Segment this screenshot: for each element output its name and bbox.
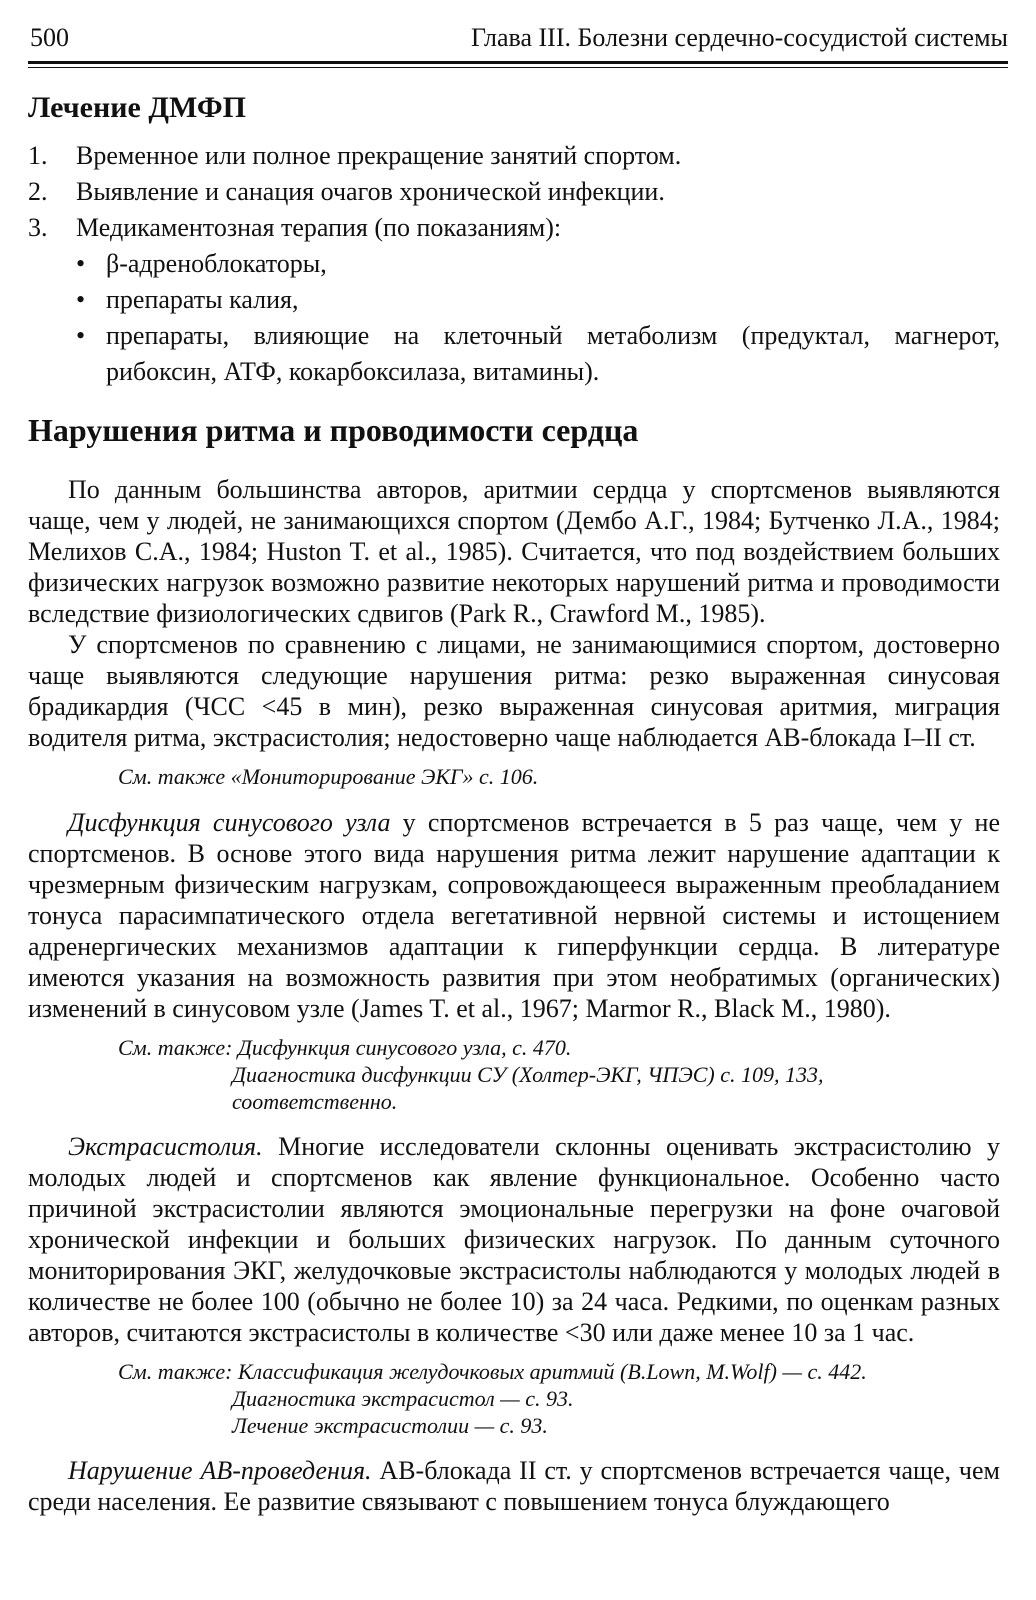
bullet-icon: • <box>76 285 86 314</box>
header-rule-thin <box>28 67 1008 68</box>
treatment-step <box>28 174 1000 210</box>
see-also-line: См. также: Классификация желудочковых аритмий (B.Lown, M.Wolf) — с. 442. <box>118 1359 867 1384</box>
see-also-line: Диагностика экстрасистол — с. 93. <box>232 1386 574 1411</box>
paragraph-extrasystole <box>28 1131 1000 1348</box>
medication-text: препараты, влияющие на клеточный метаболизм (предуктал, магнерот, рибоксин, АТФ, кокарбоксилаза, витамины). <box>106 321 1000 386</box>
step-text: Выявление и санация очагов хронической инфекции. <box>76 177 665 206</box>
step-text: Медикаментозная терапия (по показаниям): <box>76 213 562 242</box>
header-rule-thick <box>28 61 1008 64</box>
running-header <box>28 18 1008 58</box>
bullet-icon: • <box>76 249 86 278</box>
medication-text: β-адреноблокаторы, <box>106 249 327 278</box>
bullet-icon: • <box>76 321 86 350</box>
spacer <box>28 791 1000 807</box>
see-also-ecg: См. также «Мониторирование ЭКГ» с. 106. <box>118 764 539 789</box>
see-also-extrasystole <box>28 1358 1000 1439</box>
treatment-steps <box>28 138 1000 390</box>
spacer <box>28 1439 1000 1455</box>
page-content <box>28 88 1000 1517</box>
term-extrasystole: Экстрасистолия. <box>68 1132 263 1161</box>
see-also-line: Лечение экстрасистолии — с. 93. <box>232 1413 548 1438</box>
medication-text: препараты калия, <box>106 285 299 314</box>
medication-list <box>76 246 1000 390</box>
step-text: Временное или полное прекращение занятий спортом. <box>76 141 682 170</box>
term-av-conduction: Нарушение АВ-проведения. <box>68 1456 372 1485</box>
paragraph-av-block <box>28 1455 1000 1517</box>
step-number: 1. <box>28 141 48 170</box>
page-number: 500 <box>30 23 69 52</box>
see-also-line: См. также: Дисфункция синусового узла, с. 470. <box>118 1035 572 1060</box>
step-number: 3. <box>28 213 48 242</box>
spacer <box>28 1115 1000 1131</box>
medication-item <box>76 282 1000 318</box>
chapter-title: Глава III. Болезни сердечно-сосудистой системы <box>470 23 1008 52</box>
see-also-sinus-node <box>28 1034 1000 1115</box>
treatment-step <box>28 138 1000 174</box>
medication-item <box>76 246 1000 282</box>
extrasystole-text: Многие исследователи склонны оценивать экстрасистолию у молодых людей и спортсменов как явление функциональное. Особенно часто причиной экстрасистолии являются эмоциональные перегрузки на фоне очаговой хронической инфекции и больших физических нагрузок. По данным суточного мониторирования ЭКГ, желудочковые экстрасистолы наблюдаются у молодых людей в количестве не более 100 (обычно не более 10) за 24 часа. Редкими, по оценкам разных авторов, считаются экстрасистолы в количестве <30 или даже менее 10 за 1 час. <box>28 1132 1000 1347</box>
medication-item <box>76 318 1000 390</box>
see-also-line: Диагностика дисфункции СУ (Холтер-ЭКГ, ЧПЭС) с. 109, 133, соответственно. <box>232 1062 824 1114</box>
sinus-node-text: у спортсменов встречается в 5 раз чаще, чем у не спортсменов. В основе этого вида нарушения ритма лежит нарушение адаптации к чрезмерным физическим нагрузкам, сопровождающееся выраженным преобладанием тонуса парасимпатического отдела вегетативной нервной системы и истощением адренергических механизмов адаптации к гиперфункции сердца. В литературе имеются указания на возможность развития при этом необратимых (органических) изменений в синусовом узле (James T. et al., 1967; Marmor R., Black M., 1980). <box>28 808 1001 1023</box>
av-block-text: АВ-блокада II ст. у спортсменов встречается чаще, чем среди населения. Ее развитие связывают с повышением тонуса блуждающего <box>28 1456 1000 1516</box>
section-heading: Нарушения ритма и проводимости сердца <box>28 412 639 448</box>
paragraph-intro: По данным большинства авторов, аритмии сердца у спортсменов выявляются чаще, чем у людей, не занимающихся спортом (Дембо А.Г., 1984; Бутченко Л.А., 1984; Мелихов С.А., 1984; Huston T. et al., 1985). Считается, что под воздействием больших физических нагрузок возможно развитие некоторых нарушений ритма и проводимости вследствие физиологических сдвигов (Park R., Crawford M., 1985). <box>28 475 1000 628</box>
paragraph-comparison: У спортсменов по сравнению с лицами, не занимающимися спортом, достоверно чаще выявляются следующие нарушения ритма: резко выраженная синусовая брадикардия (ЧСС <45 в мин), резко выраженная синусовая аритмия, миграция водителя ритма, экстрасистолия; недостоверно чаще наблюдается АВ-блокада I–II ст. <box>28 630 1000 752</box>
paragraph-sinus-node <box>28 807 1000 1024</box>
step-number: 2. <box>28 177 48 206</box>
treatment-step <box>28 210 1000 390</box>
term-sinus-node: Дисфункция синусового узла <box>68 808 391 837</box>
treatment-heading: Лечение ДМФП <box>28 91 246 124</box>
